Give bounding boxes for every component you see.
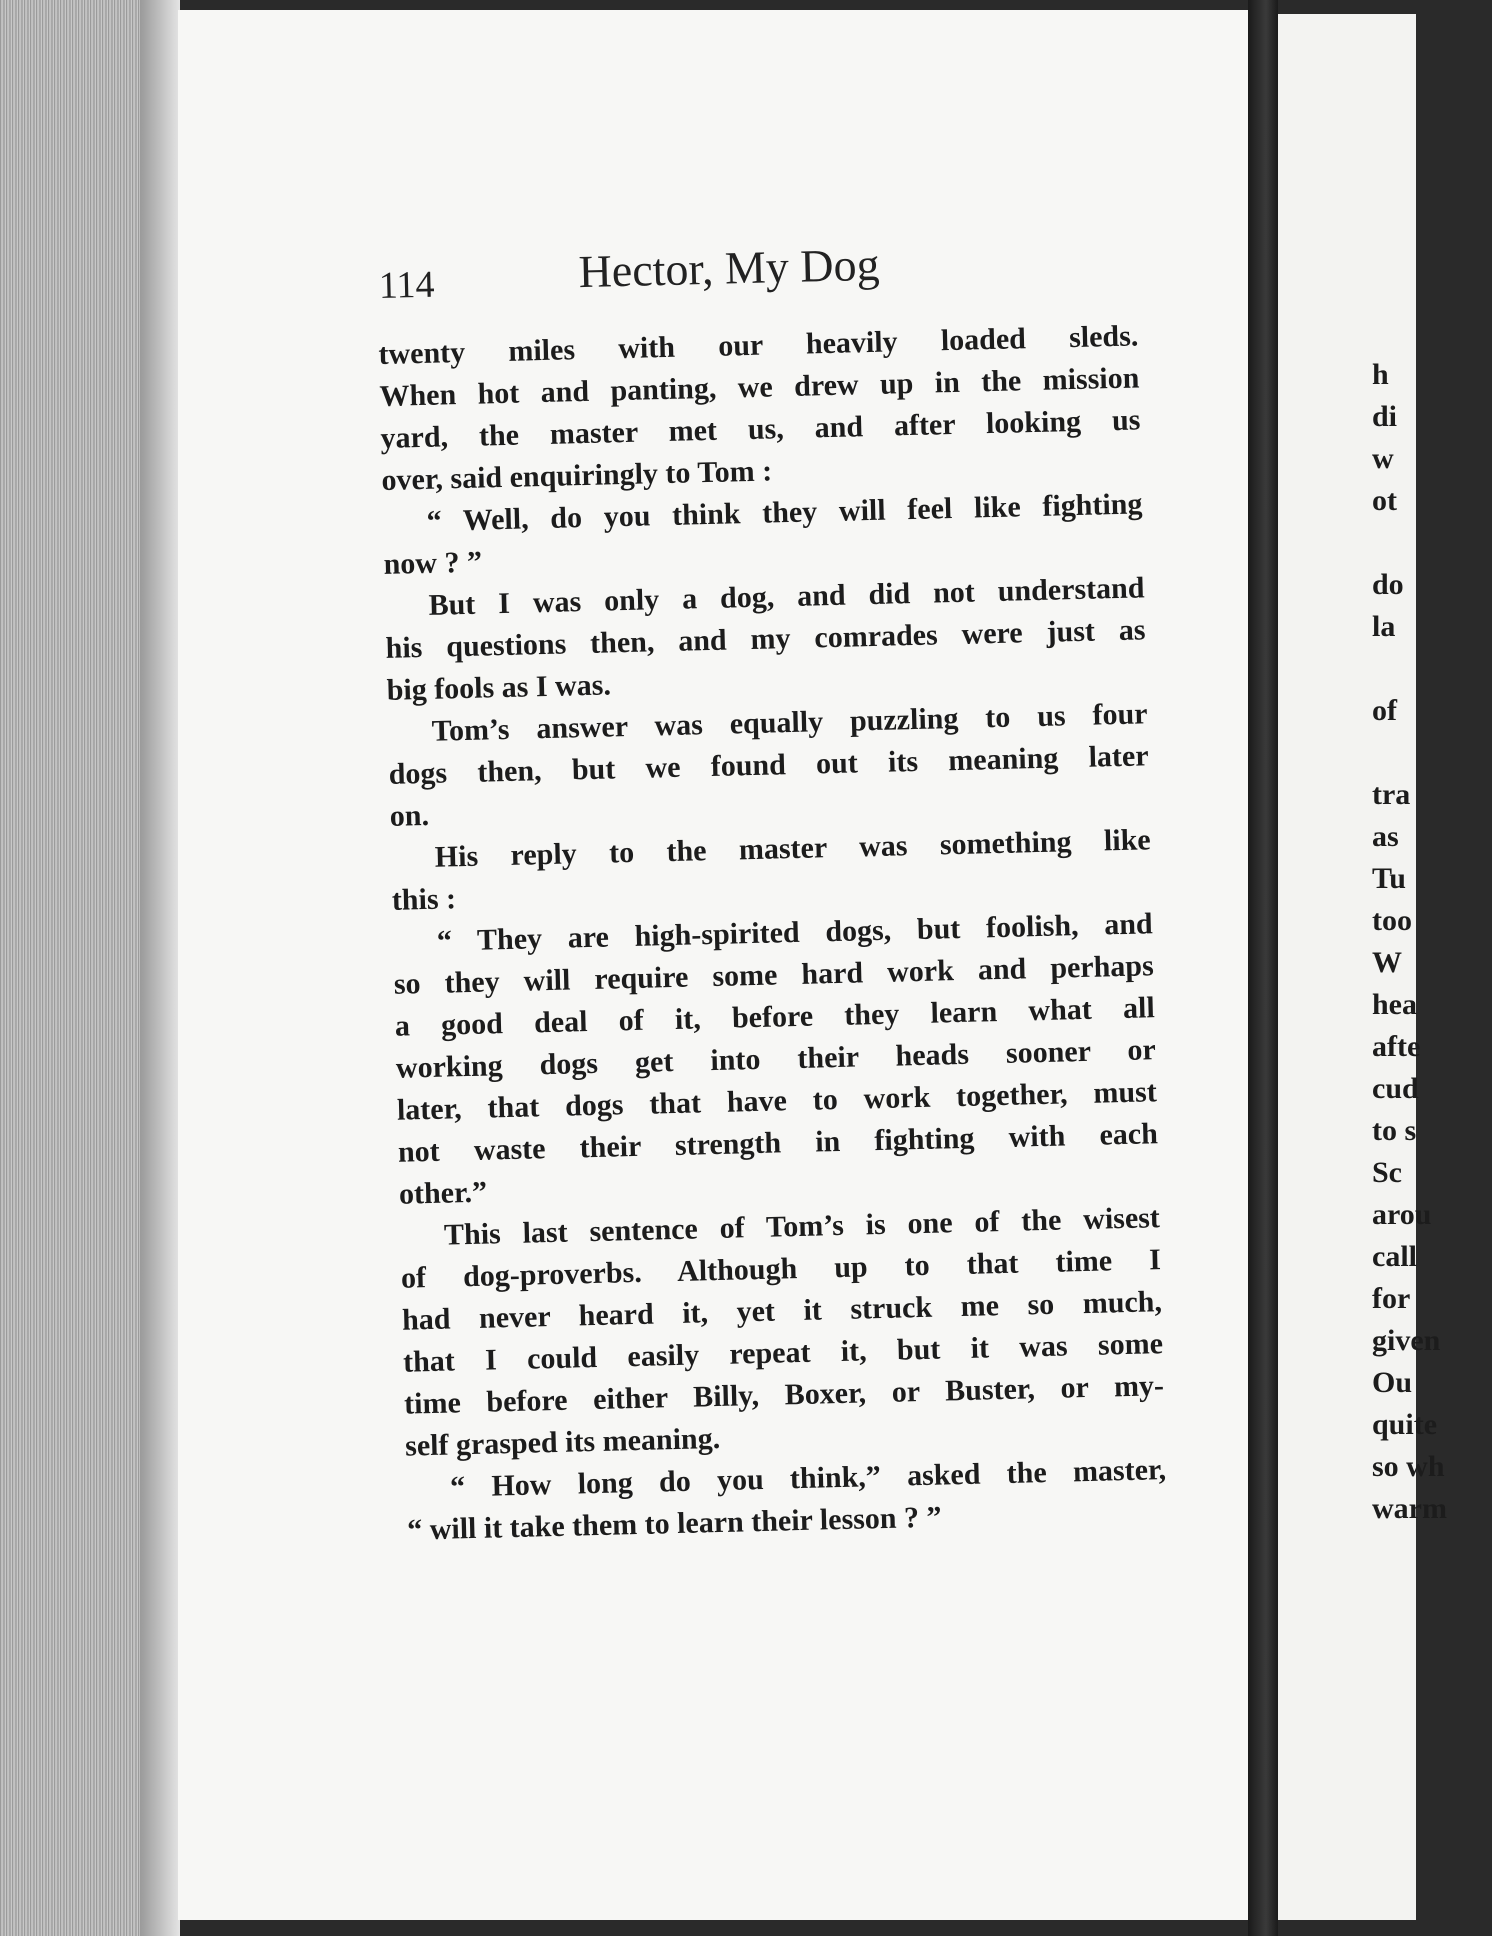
right-page-line: di [1372, 400, 1398, 433]
body-text [378, 315, 1168, 1551]
text-line: that I could easily repeat it, but it was some [402, 1327, 1164, 1379]
text-line: This last sentence of Tom’s is one of the wisest [443, 1201, 1161, 1252]
text-line: of dog-proverbs. Although up to that time I [400, 1243, 1162, 1295]
right-page-line: ot [1372, 484, 1397, 517]
right-page-line [1372, 522, 1416, 564]
text-line: now ? ” [383, 545, 483, 581]
right-page-line: afte [1372, 1030, 1421, 1063]
text-line: working dogs get into their heads sooner or [395, 1033, 1157, 1085]
right-page-line [1372, 648, 1416, 690]
text-line: “ They are high-spirited dogs, but foolish, and [436, 907, 1154, 958]
right-page-line: so wh [1372, 1450, 1445, 1483]
right-page-text [1372, 354, 1492, 1530]
right-page-line: W [1372, 946, 1402, 979]
right-page-line: to s [1372, 1114, 1417, 1147]
right-page-line: Sc [1372, 1156, 1402, 1189]
right-page-line: tra [1372, 778, 1411, 811]
text-line: time before either Billy, Boxer, or Buster, or my- [403, 1369, 1165, 1421]
text-line: “ Well, do you think they will feel like fighting [426, 487, 1143, 538]
right-page-line: given [1372, 1324, 1441, 1357]
text-line: big fools as I was. [386, 668, 612, 707]
text-line: yard, the master met us, and after looking us [380, 403, 1141, 455]
right-page-line: do [1372, 568, 1404, 601]
right-page-line: hea [1372, 988, 1417, 1021]
text-line: Tom’s answer was equally puzzling to us four [431, 697, 1148, 748]
right-page-line: of [1372, 694, 1397, 727]
text-line: When hot and panting, we drew up in the mission [379, 361, 1140, 413]
right-page-line: too [1372, 904, 1412, 937]
text-line: a good deal of it, before they learn what all [394, 991, 1156, 1043]
right-page-line: Ou [1372, 1366, 1413, 1399]
text-line: on. [389, 798, 430, 833]
right-page-line: for [1372, 1282, 1411, 1315]
right-page-line: quite [1372, 1408, 1438, 1441]
right-page-line: la [1372, 610, 1396, 643]
text-line: dogs then, but we found out its meaning later [388, 739, 1149, 791]
page-number: 114 [378, 263, 435, 307]
text-line: His reply to the master was something like [434, 823, 1151, 874]
text-line: this : [391, 882, 457, 917]
right-page-line: arou [1372, 1198, 1432, 1231]
text-line: later, that dogs that have to work together, must [396, 1075, 1158, 1127]
right-page-line: w [1372, 442, 1394, 475]
right-page-line: cud [1372, 1072, 1419, 1105]
text-line: his questions then, and my comrades were just as [385, 613, 1146, 665]
right-page-line: call [1372, 1240, 1417, 1273]
text-line: so they will require some hard work and perhaps [393, 949, 1155, 1001]
text-line: self grasped its meaning. [404, 1421, 721, 1463]
text-line: other.” [398, 1175, 488, 1211]
right-page-line: as [1372, 820, 1399, 853]
book-gutter [1248, 0, 1278, 1936]
right-page-line: Tu [1372, 862, 1406, 895]
text-line: over, said enquiringly to Tom : [381, 454, 773, 497]
book-page-edges [0, 0, 180, 1936]
right-page-line: warm [1372, 1492, 1447, 1525]
text-line: “ How long do you think,” asked the master, [449, 1453, 1167, 1504]
text-line: not waste their strength in fighting with each [397, 1117, 1159, 1169]
text-line: “ will it take them to learn their lesson ? ” [406, 1500, 942, 1547]
running-title: Hector, My Dog [577, 238, 881, 298]
text-line: twenty miles with our heavily loaded sleds. [378, 319, 1139, 371]
text-line: had never heard it, yet it struck me so much, [401, 1285, 1163, 1337]
right-page-line: h [1372, 358, 1389, 391]
right-page-line [1372, 732, 1416, 774]
text-line: But I was only a dog, and did not understand [428, 571, 1145, 622]
